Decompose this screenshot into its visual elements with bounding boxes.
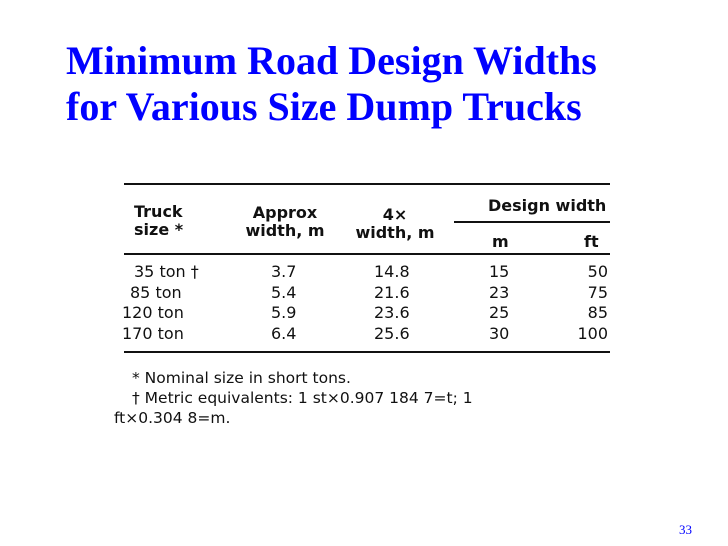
title-line-2: for Various Size Dump Trucks [66,84,582,129]
header-truck-size: Truck size * [134,202,184,239]
title-line-1: Minimum Road Design Widths [66,38,597,83]
col-design-m [489,262,509,344]
table-cell: 85 ton [130,282,182,302]
footnote-dagger-cont: ft×0.304 8=m. [114,409,231,427]
table-cell: 3.7 [271,262,297,281]
col-4x-width [374,262,410,344]
table-cell: 35 ton † [134,262,199,281]
header-ft: ft [584,232,599,251]
table-bottom-rule [124,351,610,353]
footnote-star: * Nominal size in short tons. [132,369,351,387]
table-cell: 25 [489,303,510,322]
table-cell: 14.8 [374,262,410,281]
header-4x-width: 4× width, m [355,205,435,242]
design-width-table [108,176,618,436]
table-cell: 23 [489,282,510,302]
header-m: m [492,232,509,251]
table-cell: 50 [587,262,608,281]
table-cell: 75 [587,282,608,302]
table-cell: 5.9 [271,303,297,322]
table-cell: 5.4 [271,282,297,302]
table-cell: 85 [587,303,608,322]
table-cell: 6.4 [271,323,297,343]
table-cell: 30 [489,323,510,343]
header-rule [124,253,610,255]
header-approx-width: Approx width, m [245,203,325,240]
table-top-rule [124,183,610,185]
table-cell: 15 [489,262,510,281]
slide-title [66,38,597,130]
col-approx-width [271,262,296,344]
design-width-rule [454,221,610,223]
table-cell: 23.6 [374,303,410,322]
col-truck-size [120,262,208,344]
table-cell: 170 ton [122,323,184,343]
table-cell: 25.6 [374,323,410,343]
table-cell: 21.6 [374,282,410,302]
col-design-ft [564,262,608,344]
table-cell: 100 [577,323,608,343]
footnote-dagger: † Metric equivalents: 1 st×0.907 184 7=t; 1 [132,389,473,407]
slide-number: 33 [679,522,692,537]
header-design-width: Design width [488,196,607,215]
table-cell: 120 ton [122,303,184,322]
